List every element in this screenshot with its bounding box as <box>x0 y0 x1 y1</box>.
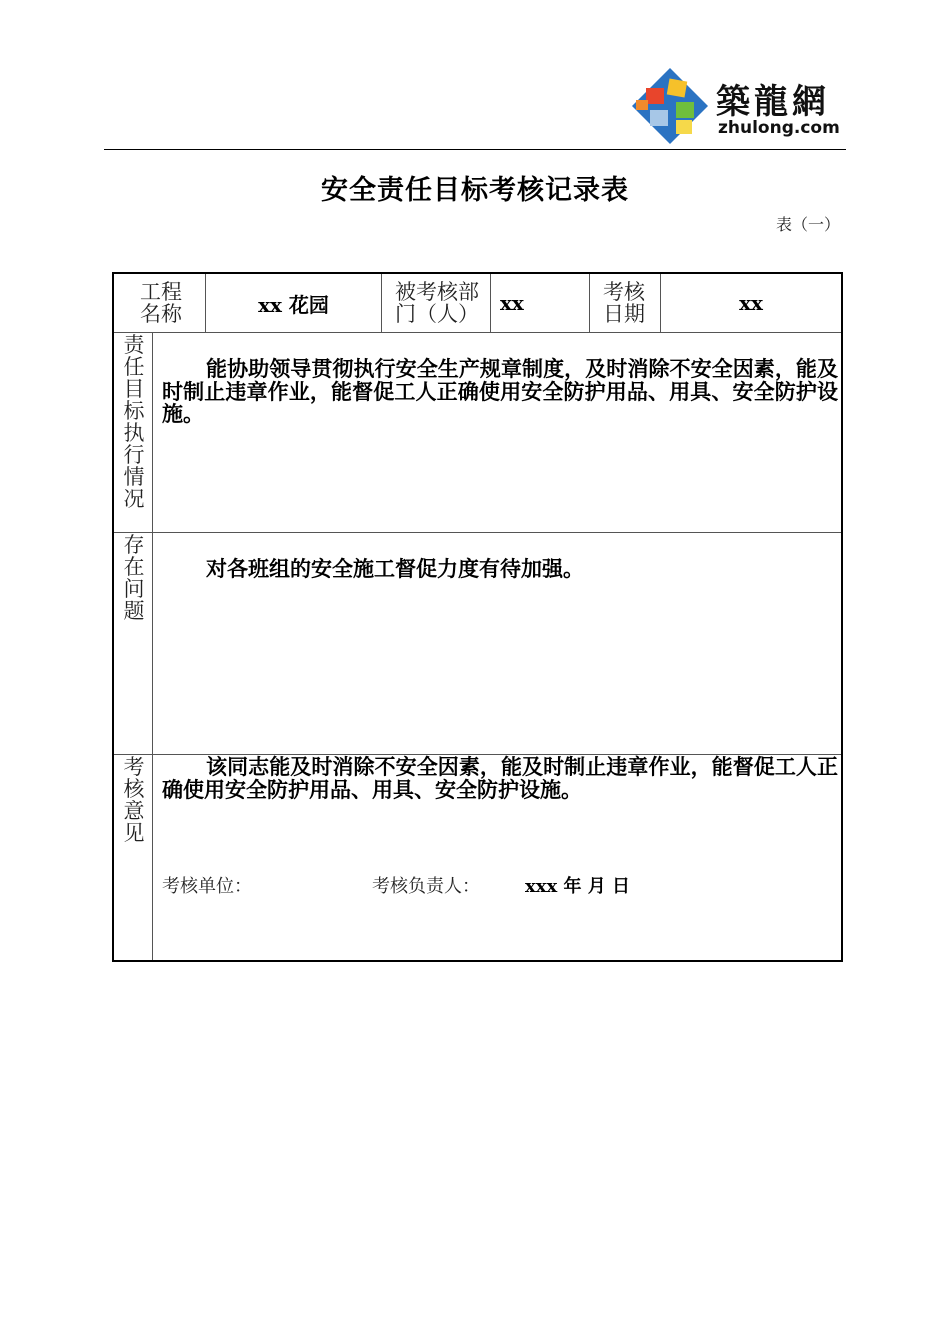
department-label: 被考核部门（人） <box>395 280 479 326</box>
assessment-date-label: 考核日期 <box>603 280 645 326</box>
assessment-form <box>112 272 843 962</box>
grid-line <box>589 274 590 332</box>
department-value: xx <box>500 291 524 315</box>
assessment-sign-date: xxx 年 月 日 <box>525 876 630 897</box>
project-name-value: xx 花园 <box>258 292 329 317</box>
execution-text: 能协助领导贯彻执行安全生产规章制度，及时消除不安全因素，能及时制止违章作业，能督促工人正确使用安全防护用品、用具、安全防护设施。 <box>162 356 838 426</box>
project-name-label: 工程名称 <box>140 280 182 326</box>
grid-line <box>490 274 491 332</box>
page-title: 安全责任目标考核记录表 <box>321 175 629 206</box>
assessment-person-label: 考核负责人： <box>372 876 480 897</box>
grid-line <box>381 274 382 332</box>
opinion-label: 考核意见 <box>123 755 145 845</box>
header-divider <box>104 149 846 150</box>
grid-line <box>114 532 841 533</box>
problems-text: 对各班组的安全施工督促力度有待加强。 <box>206 556 584 581</box>
opinion-text: 该同志能及时消除不安全因素，能及时制止违章作业，能督促工人正确使用安全防护用品、用具、安全防护设施。 <box>162 754 838 802</box>
execution-label: 责任目标执行情况 <box>123 333 145 511</box>
grid-line <box>114 332 841 333</box>
assessment-date-value: xx <box>739 291 763 315</box>
logo-chinese-name: 築龍網 <box>716 82 830 122</box>
zhulong-logo <box>630 66 850 146</box>
table-number: 表（一） <box>775 215 840 234</box>
problems-label: 存在问题 <box>123 533 145 623</box>
zhulong-cube-icon <box>630 66 710 146</box>
assessment-unit-label: 考核单位： <box>162 876 252 897</box>
logo-domain: zhulong.com <box>718 118 840 138</box>
